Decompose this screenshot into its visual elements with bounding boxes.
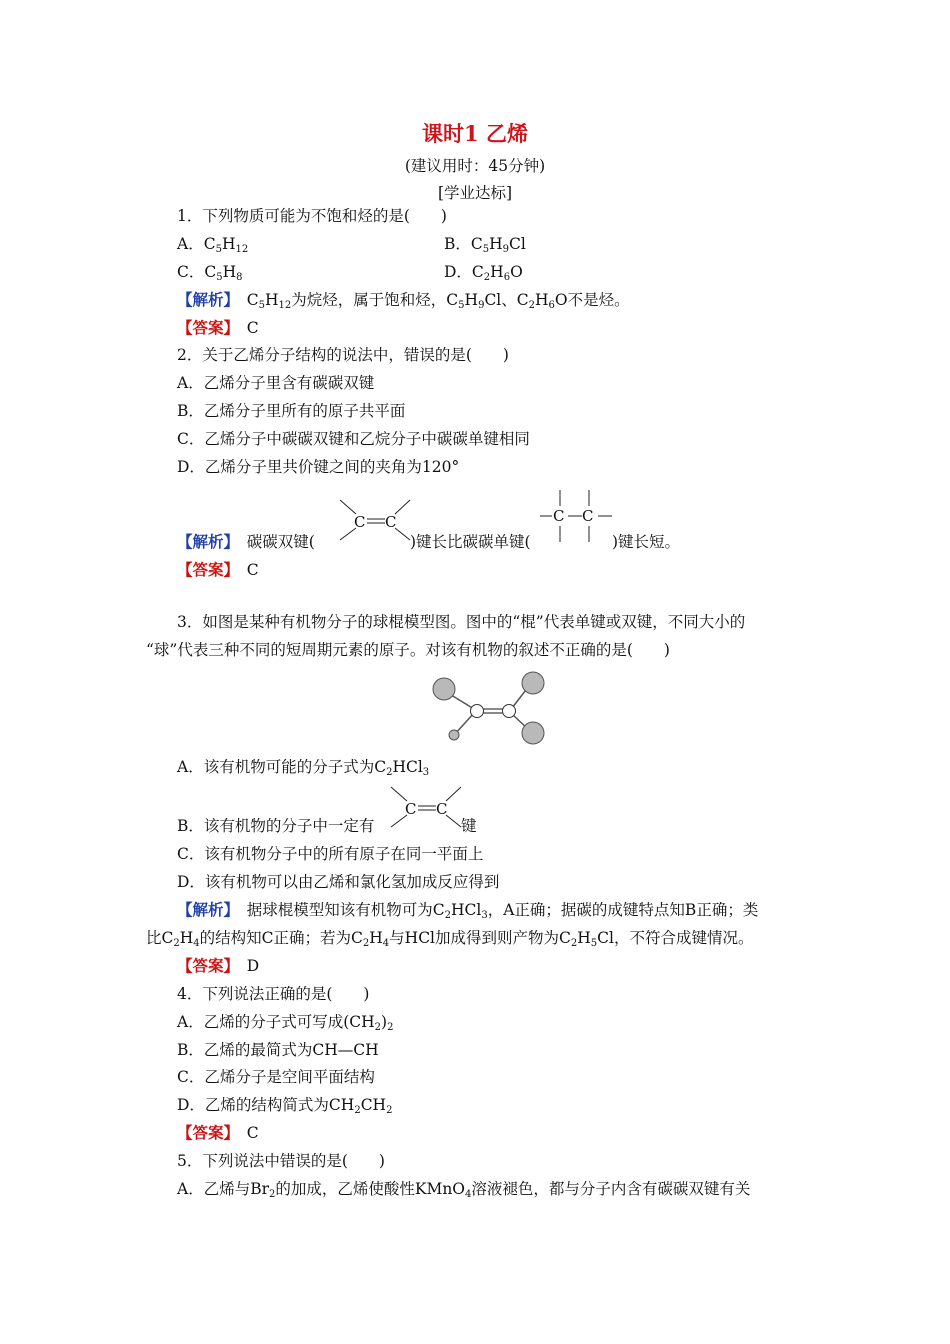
analysis-tag: 【解析】 [177, 290, 232, 309]
q1-option-d: D．$C_2H_6O$ [444, 263, 523, 283]
analysis-tag: 【解析】 [177, 532, 232, 551]
carbon-label-right: C [582, 507, 594, 525]
q1-option-b: B．$C_5H_9Cl$ [444, 235, 526, 255]
double-bond-structure-figure [335, 496, 415, 548]
q1-stem: 1．下列物质可能为不饱和烃的是( ) [177, 207, 447, 225]
q2-option-a: A．乙烯分子里含有碳碳双键 [177, 374, 375, 392]
carbon-label-right: C [436, 800, 448, 818]
q3-stem-line2: “球”代表三种不同的短周期元素的原子。对该有机物的叙述不正确的是( ) [146, 641, 670, 659]
q3-answer-value: D [246, 957, 260, 975]
answer-tag: 【答案】 [177, 560, 232, 579]
q3-option-b-part1: B．该有机物的分子中一定有 [177, 817, 375, 835]
carbon-label-left: C [553, 507, 565, 525]
q3-option-c: C．该有机物分子中的所有原子在同一平面上 [177, 845, 484, 863]
q2-analysis [177, 532, 315, 552]
q2-analysis-part3: )键长短。 [612, 533, 681, 551]
q4-answer [177, 1123, 259, 1143]
double-bond-structure-figure [386, 783, 466, 835]
q4-option-a: A．乙烯的分子式可写成$(CH_2)_2$ [177, 1013, 394, 1033]
section-heading: [学业达标] [437, 184, 513, 202]
q4-option-c: C．乙烯分子是空间平面结构 [177, 1068, 375, 1086]
q2-analysis-part2: )键长比碳碳单键( [410, 533, 531, 551]
q3-option-b-part2: 键 [461, 817, 477, 835]
q5-stem: 5．下列说法中错误的是( ) [177, 1152, 385, 1170]
answer-tag: 【答案】 [177, 1123, 232, 1142]
q1-analysis: 【解析】 $C_5H_{12}$为烷烃，属于饱和烃，$C_5H_9Cl$、$C_2H_6O$不是烃。 [177, 290, 630, 311]
q2-answer [177, 560, 259, 580]
q3-option-a: A．该有机物可能的分子式为$C_2HCl_3$ [177, 758, 430, 778]
q2-answer-value: C [246, 561, 259, 579]
carbon-label-left: C [405, 800, 417, 818]
large-atom-ball [522, 672, 544, 694]
q3-stem-line1: 3．如图是某种有机物分子的球棍模型图。图中的“棍”代表单键或双键，不同大小的 [177, 613, 746, 631]
q1-option-c: C．$C_5H_8$ [177, 263, 243, 283]
q4-option-d: D．乙烯的结构简式为$CH_2CH_2$ [177, 1096, 393, 1116]
q4-answer-value: C [246, 1124, 259, 1142]
large-atom-ball [522, 722, 544, 744]
q2-stem: 2．关于乙烯分子结构的说法中，错误的是( ) [177, 346, 509, 364]
carbon-atom-ball [471, 705, 484, 718]
large-atom-ball [433, 678, 455, 700]
small-atom-ball [449, 730, 459, 740]
q4-option-b: B．乙烯的最简式为CH—CH [177, 1041, 379, 1059]
carbon-label-left: C [354, 513, 366, 531]
q3-answer [177, 956, 259, 976]
q2-option-b: B．乙烯分子里所有的原子共平面 [177, 402, 406, 420]
q1-answer [177, 318, 259, 338]
ball-and-stick-model-figure [425, 668, 555, 746]
answer-tag: 【答案】 [177, 318, 232, 337]
q3-option-b [177, 816, 374, 836]
carbon-label-right: C [385, 513, 397, 531]
page-title: 课时1 乙烯 [422, 121, 528, 146]
carbon-atom-ball [503, 705, 516, 718]
q5-option-a: A．乙烯与$Br_2$的加成，乙烯使酸性KMnO$_4$溶液褪色，都与分子内含有碳碳双键有关 [177, 1180, 751, 1200]
q2-option-c: C．乙烯分子中碳碳双键和乙烷分子中碳碳单键相同 [177, 430, 530, 448]
q3-option-d: D．该有机物可以由乙烯和氯化氢加成反应得到 [177, 873, 500, 891]
time-hint: (建议用时：45分钟) [404, 157, 546, 175]
single-bond-structure-figure [538, 488, 618, 546]
answer-tag: 【答案】 [177, 956, 232, 975]
q4-stem: 4．下列说法正确的是( ) [177, 985, 370, 1003]
q3-analysis-line2: 比$C_2H_4$的结构知C正确；若为$C_2H_4$与HCl加成得到则产物为$C_2H_5Cl$，不符合成键情况。 [146, 929, 754, 949]
q3-analysis-line1: 【解析】 据球棍模型知该有机物可为$C_2HCl_3$，A正确；据碳的成键特点知B正确；类 [177, 900, 759, 921]
q1-option-a: A．$C_5H_{12}$ [177, 235, 249, 255]
q1-answer-value: C [246, 319, 259, 337]
analysis-tag: 【解析】 [177, 900, 232, 919]
q2-analysis-part1: 碳碳双键( [246, 533, 315, 551]
q2-option-d: D．乙烯分子里共价键之间的夹角为120° [177, 458, 460, 476]
